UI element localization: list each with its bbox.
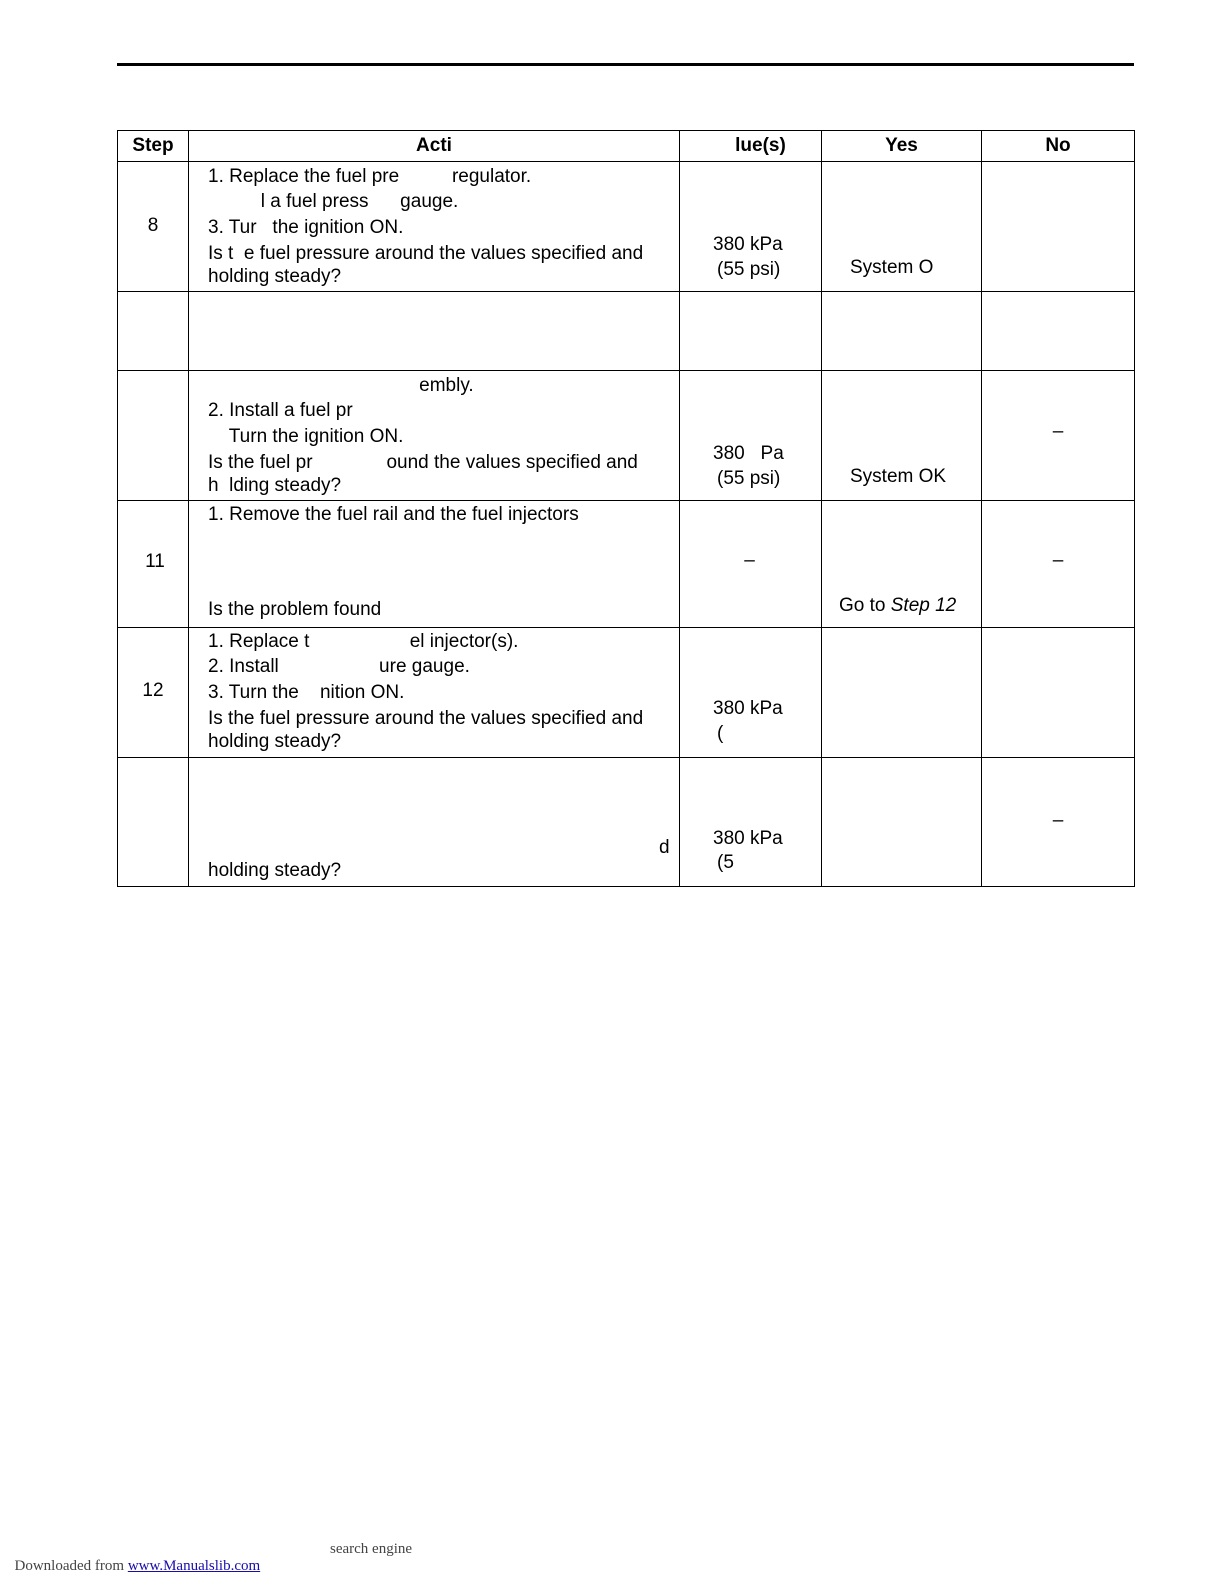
- table-row: [118, 501, 1135, 628]
- no-result: –: [1052, 810, 1064, 831]
- value-dash: –: [744, 550, 755, 571]
- value-line: (55 psi): [717, 259, 781, 280]
- manualslib-link[interactable]: www.Manualslib.com: [127, 1558, 261, 1574]
- table-row: [118, 371, 1135, 501]
- header-step: Step: [118, 131, 189, 162]
- step-number: 11: [145, 551, 165, 572]
- no-result: –: [1052, 550, 1064, 571]
- download-footer: [7, 1541, 413, 1592]
- table-header-row: [118, 131, 1135, 162]
- header-yes: Yes: [822, 131, 982, 162]
- action-line: Is the fuel pr ound the values specified and: [208, 452, 638, 473]
- table-row: [118, 628, 1135, 758]
- yes-result: Go to Step 12: [839, 595, 957, 616]
- action-line: Turn the ignition ON.: [208, 426, 404, 447]
- action-line: holding steady?: [208, 266, 342, 287]
- no-result: –: [1052, 421, 1064, 442]
- yes-result: System OK: [850, 466, 947, 487]
- action-line: 2. Install a fuel pr: [208, 400, 353, 421]
- action-line: l a fuel press gauge.: [208, 191, 459, 212]
- table-row: [118, 162, 1135, 292]
- value-line: 380 kPa: [713, 234, 783, 255]
- action-line: 2. Install ure gauge.: [208, 656, 470, 677]
- diagnostic-table: [117, 130, 1135, 887]
- header-action: Acti: [189, 131, 680, 162]
- action-line: Is the problem found: [208, 599, 382, 620]
- step-number: 12: [142, 680, 164, 701]
- action-line: Is the fuel pressure around the values specified and: [208, 708, 644, 729]
- action-line: 1. Replace the fuel pre regulator.: [208, 166, 532, 187]
- value-line: (: [717, 723, 724, 744]
- header-no: No: [982, 131, 1135, 162]
- value-line: (55 psi): [717, 468, 781, 489]
- action-line: 3. Turn the nition ON.: [208, 682, 405, 703]
- action-line: h lding steady?: [208, 475, 342, 496]
- footer-suffix: search engine: [330, 1541, 413, 1557]
- footer-prefix: Downloaded from: [14, 1558, 128, 1574]
- action-line: d: [659, 837, 670, 858]
- action-line: 1. Replace t el injector(s).: [208, 631, 519, 652]
- action-line: embly.: [208, 375, 474, 396]
- action-line: 1. Remove the fuel rail and the fuel injectors: [208, 504, 579, 525]
- value-line: 380 kPa: [713, 698, 783, 719]
- value-line: (5: [717, 852, 734, 873]
- action-line: holding steady?: [208, 860, 342, 881]
- action-line: 3. Tur the ignition ON.: [208, 217, 404, 238]
- value-line: 380 kPa: [713, 828, 783, 849]
- action-line: Is t e fuel pressure around the values specified and: [208, 243, 644, 264]
- header-rule: [117, 63, 1134, 66]
- table-row: [118, 758, 1135, 887]
- header-values: lue(s): [680, 131, 822, 162]
- yes-result: System O: [850, 257, 934, 278]
- table-row: [118, 292, 1135, 371]
- step-link: Step 12: [890, 595, 957, 616]
- value-line: 380 Pa: [713, 443, 784, 464]
- action-line: holding steady?: [208, 731, 342, 752]
- step-number: 8: [147, 215, 159, 236]
